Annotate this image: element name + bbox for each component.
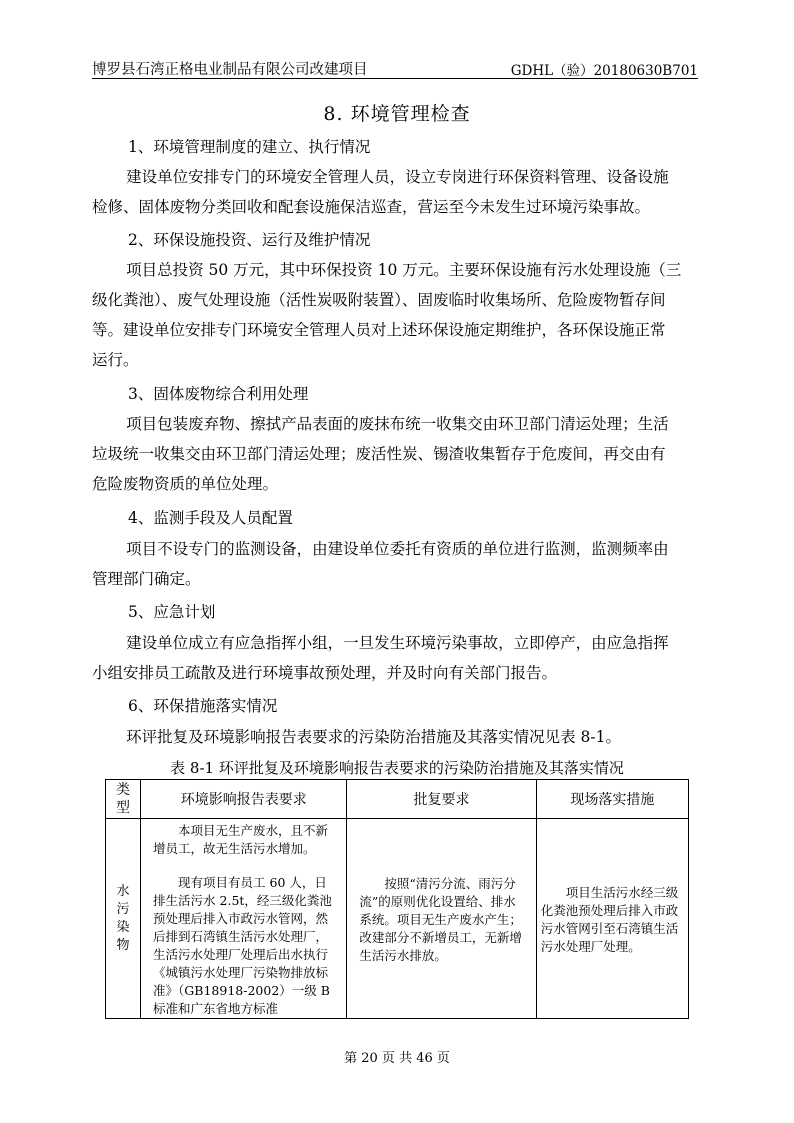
heading-1: 1、环境管理制度的建立、执行情况 — [128, 138, 371, 156]
cell-reply — [347, 819, 536, 1019]
cell-eia-paragraph-1: 本项目无生产废水，且不新增员工，故无生活污水增加。 — [153, 823, 329, 856]
paragraph-1-line-2: 检修、固体废物分类回收和配套设施保洁巡查，营运至今未发生过环境污染事故。 — [92, 198, 651, 216]
paragraph-3-line-3: 危险废物资质的单位处理。 — [92, 475, 279, 493]
paragraph-3-line-1: 项目包装废弃物、擦拭产品表面的废抹布统一收集交由环卫部门清运处理；生活 — [126, 415, 669, 433]
header-type-text: 类 型 — [116, 782, 131, 816]
cell-site — [536, 819, 688, 1019]
paragraph-2-line-2: 级化粪池）、废气处理设施（活性炭吸附装置）、固废临时收集场所、危险废物暂存间 — [92, 291, 666, 309]
paragraph-4-line-2: 管理部门确定。 — [92, 570, 201, 588]
cell-reply-text: 按照“清污分流、雨污分流”的原则优化设置给、排水系统。项目无生产废水产生；改建部分不新增员工，无新增生活污水排放。 — [359, 876, 522, 963]
cell-eia-paragraph-2: 现有项目有员工 60 人，日排生活污水 2.5t，经三级化粪池预处理后排入市政污水管网，然后排到石湾镇生活污水处理厂，生活污水处理厂处理后出水执行《城镇污水处理厂污染物排放标准》（GB18918-2002）一级 B 标准和广东省地方标准 — [153, 875, 332, 1016]
cell-type-text: 水 污 染 物 — [116, 883, 130, 953]
table-header-row — [106, 780, 689, 819]
cell-eia — [141, 819, 347, 1019]
paragraph-6-line-1: 环评批复及环境影响报告表要求的污染防治措施及其落实情况见表 8-1。 — [126, 728, 621, 746]
paragraph-5-line-2: 小组安排员工疏散及进行环境事故预处理，并及时向有关部门报告。 — [92, 664, 558, 682]
header-report-number: GDHL（验）20180630B701 — [510, 63, 698, 79]
paragraph-5-line-1: 建设单位成立有应急指挥小组，一旦发生环境污染事故，立即停产，由应急指挥 — [126, 634, 669, 652]
heading-4: 4、监测手段及人员配置 — [128, 509, 293, 527]
table-caption: 表 8-1 环评批复及环境影响报告表要求的污染防治措施及其落实情况 — [170, 759, 624, 777]
header-project-name: 博罗县石湾正格电业制品有限公司改建项目 — [92, 62, 368, 78]
header-eia: 环境影响报告表要求 — [141, 780, 347, 819]
header-type — [106, 780, 141, 819]
page-number: 第 20 页 共 46 页 — [344, 1051, 450, 1066]
measures-table — [105, 779, 689, 1019]
paragraph-3-line-2: 垃圾统一收集交由环卫部门清运处理；废活性炭、锡渣收集暂存于危废间，再交由有 — [92, 445, 666, 463]
header-reply: 批复要求 — [347, 780, 536, 819]
section-title: 8. 环境管理检查 — [323, 103, 471, 125]
cell-site-text: 项目生活污水经三级化粪池预处理后排入市政污水管网引至石湾镇生活污水处理厂处理。 — [540, 885, 679, 954]
paragraph-4-line-1: 项目不设专门的监测设备，由建设单位委托有资质的单位进行监测，监测频率由 — [126, 540, 669, 558]
paragraph-2-line-1: 项目总投资 50 万元，其中环保投资 10 万元。主要环保设施有污水处理设施（三 — [126, 261, 682, 279]
cell-type — [106, 819, 141, 1019]
header-site: 现场落实措施 — [536, 780, 688, 819]
table-row — [106, 819, 689, 1019]
heading-6: 6、环保措施落实情况 — [128, 697, 278, 715]
paragraph-2-line-3: 等。建设单位安排专门环境安全管理人员对上述环保设施定期维护，各环保设施正常 — [92, 321, 666, 339]
paragraph-1-line-1: 建设单位安排专门的环境安全管理人员，设立专岗进行环保资料管理、设备设施 — [126, 168, 669, 186]
heading-3: 3、固体废物综合利用处理 — [128, 385, 309, 403]
heading-5: 5、应急计划 — [128, 603, 216, 621]
heading-2: 2、环保设施投资、运行及维护情况 — [128, 231, 371, 249]
page-header — [92, 58, 698, 79]
paragraph-2-line-4: 运行。 — [92, 351, 139, 369]
